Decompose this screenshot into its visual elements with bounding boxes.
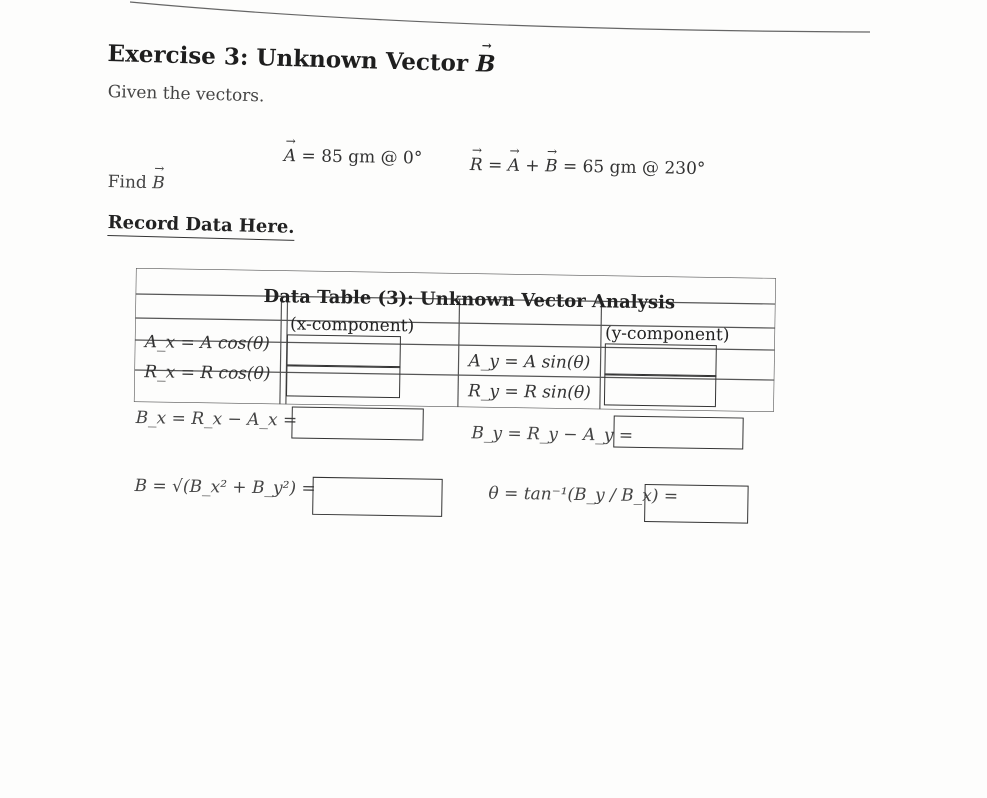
ry-formula: R_y = R sin(θ) <box>467 381 592 404</box>
by-answer-box[interactable] <box>613 416 743 450</box>
vector-r-plus: + <box>525 155 540 177</box>
exercise-title <box>107 40 496 78</box>
ax-formula: A_x = A cos(θ) <box>144 332 271 355</box>
angle-answer-box[interactable] <box>644 484 749 524</box>
vector-r-definition <box>470 155 706 179</box>
magnitude-answer-box[interactable] <box>312 477 443 517</box>
top-rule-line <box>130 0 870 40</box>
rx-formula: R_x = R cos(θ) <box>144 362 271 385</box>
bx-formula: B_x = R_x − A_x = <box>135 408 298 431</box>
find-label: Find <box>107 172 148 194</box>
record-data-heading: Record Data Here. <box>107 212 294 241</box>
by-formula: B_y = R_y − A_y = <box>471 423 634 446</box>
vector-b-symbol: → B <box>476 50 496 78</box>
vector-a-value: = 85 gm @ 0° <box>301 146 423 169</box>
table-title: Data Table (3): Unknown Vector Analysis <box>263 286 676 314</box>
vector-a-definition <box>284 146 423 168</box>
ay-answer-box[interactable] <box>604 343 716 377</box>
vector-r-value: = 65 gm @ 230° <box>562 156 706 180</box>
data-sheet <box>132 268 778 538</box>
magnitude-formula: B = √(B_x² + B_y²) = <box>134 476 316 499</box>
find-vector-symbol: → B <box>152 173 165 193</box>
vector-r-b-symbol: → B <box>545 156 558 176</box>
bx-answer-box[interactable] <box>291 406 423 440</box>
vector-a-symbol: → A <box>284 146 297 166</box>
vector-r-eq: = <box>487 155 503 176</box>
angle-formula: θ = tan⁻¹(B_y / B_x) = <box>488 483 679 507</box>
rx-answer-box[interactable] <box>286 364 400 398</box>
ry-answer-box[interactable] <box>604 373 716 407</box>
ax-answer-box[interactable] <box>286 334 400 368</box>
find-instruction <box>107 172 164 193</box>
exercise-title-text: Exercise 3: Unknown Vector <box>107 40 469 78</box>
vector-r-a-symbol: → A <box>508 156 521 176</box>
given-label: Given the vectors. <box>107 82 265 107</box>
vector-r-symbol: → R <box>470 155 483 175</box>
y-component-header: (y-component) <box>604 323 730 346</box>
x-component-header: (x-component) <box>289 314 415 337</box>
ay-formula: A_y = A sin(θ) <box>468 351 591 374</box>
